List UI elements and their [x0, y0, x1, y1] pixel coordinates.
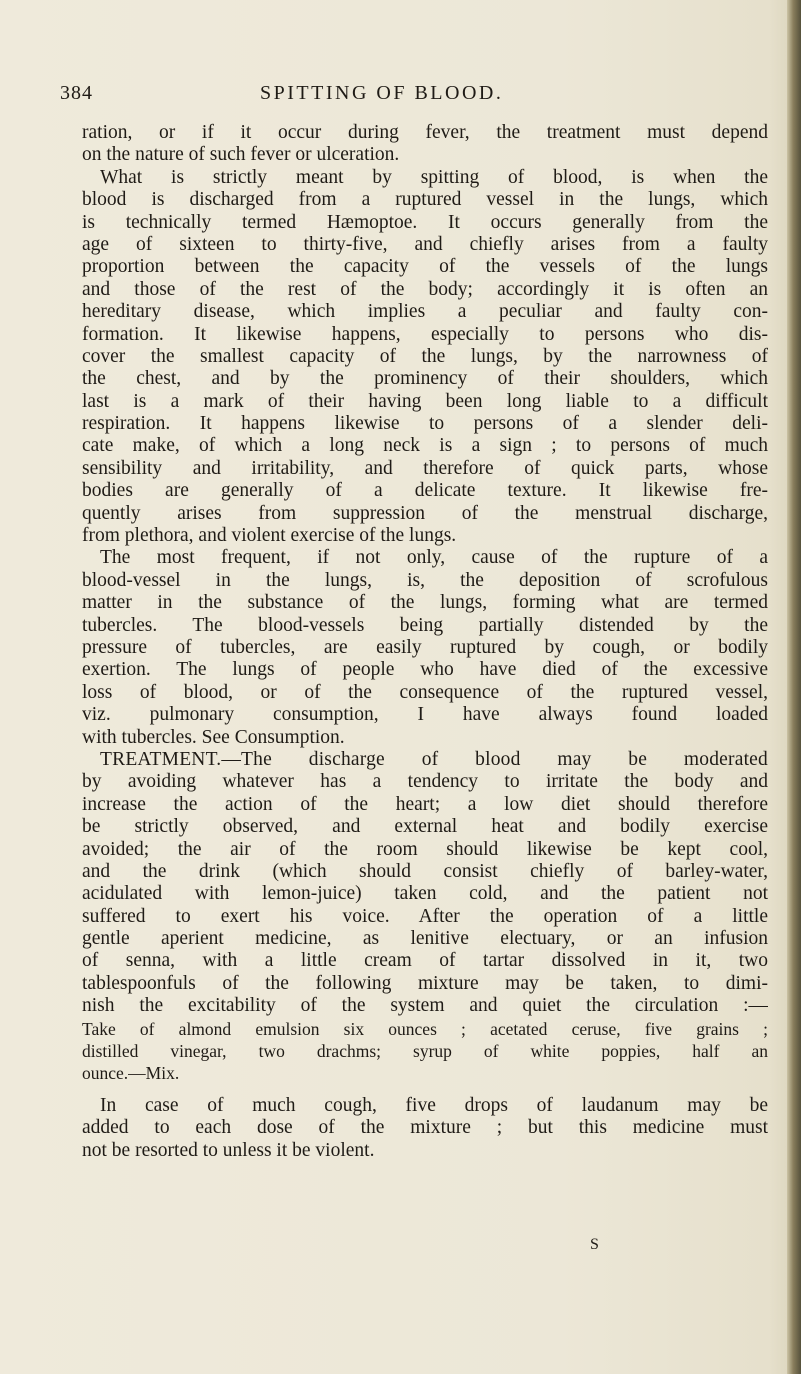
- text-line: not be resorted to unless it be violent.: [82, 1139, 375, 1161]
- text-line: suffered to exert his voice. After the operation of a little: [82, 905, 768, 927]
- text-line: matter in the substance of the lungs, forming what are termed: [82, 592, 768, 614]
- page-header: [60, 82, 760, 108]
- text-line: proportion between the capacity of the vessels of the lungs: [82, 256, 768, 278]
- text-line: quently arises from suppression of the menstrual discharge,: [82, 502, 768, 524]
- recipe-line: distilled vinegar, two drachms; syrup of white poppies, half an: [82, 1041, 768, 1062]
- text-line: avoided; the air of the room should likewise be kept cool,: [82, 838, 768, 860]
- text-line: formation. It likewise happens, especially to persons who dis-: [82, 323, 768, 345]
- text-line: cate make, of which a long neck is a sign ; to persons of much: [82, 435, 768, 457]
- text-line: gentle aperient medicine, as lenitive electuary, or an infusion: [82, 928, 768, 950]
- text-line: last is a mark of their having been long liable to a difficult: [82, 390, 768, 412]
- text-line: with tubercles. See Consumption.: [82, 726, 345, 748]
- page-edge: [787, 0, 801, 1374]
- text-line: blood is discharged from a ruptured vessel in the lungs, which: [82, 189, 768, 211]
- text-line: on the nature of such fever or ulceration.: [82, 144, 400, 166]
- text-line: from plethora, and violent exercise of the lungs.: [82, 525, 457, 547]
- body-text: [82, 122, 768, 1162]
- text-line: exertion. The lungs of people who have died of the excessive: [82, 659, 768, 681]
- text-line: added to each dose of the mixture ; but this medicine must: [82, 1117, 768, 1139]
- page-number: 384: [60, 82, 93, 104]
- paragraph-gap: [82, 1085, 768, 1095]
- text-line: is technically termed Hæmoptoe. It occurs generally from the: [82, 211, 768, 233]
- text-line: nish the excitability of the system and quiet the circulation :—: [82, 995, 768, 1017]
- text-line: What is strictly meant by spitting of blood, is when the: [100, 166, 768, 188]
- text-line: cover the smallest capacity of the lungs, by the narrowness of: [82, 345, 768, 367]
- text-line: be strictly observed, and external heat and bodily exercise: [82, 816, 768, 838]
- text-line: tablespoonfuls of the following mixture may be taken, to dimi-: [82, 972, 768, 994]
- text-line: blood-vessel in the lungs, is, the deposition of scrofulous: [82, 569, 768, 591]
- recipe-line: Take of almond emulsion six ounces ; acetated ceruse, five grains ;: [82, 1018, 768, 1039]
- text-line: of senna, with a little cream of tartar dissolved in it, two: [82, 950, 768, 972]
- text-line: viz. pulmonary consumption, I have always found loaded: [82, 704, 768, 726]
- text-line: In case of much cough, five drops of laudanum may be: [100, 1094, 768, 1116]
- text-line: and those of the rest of the body; accordingly it is often an: [82, 278, 768, 300]
- text-line: The most frequent, if not only, cause of the rupture of a: [100, 547, 768, 569]
- text-line: and the drink (which should consist chiefly of barley-water,: [82, 860, 768, 882]
- text-line: age of sixteen to thirty-five, and chiefly arises from a faulty: [82, 233, 768, 255]
- text-line: the chest, and by the prominency of their shoulders, which: [82, 368, 768, 390]
- text-line: ration, or if it occur during fever, the treatment must depend: [82, 122, 768, 143]
- text-line: TREATMENT.—The discharge of blood may be moderated: [100, 748, 768, 770]
- text-line: acidulated with lemon-juice) taken cold, and the patient not: [82, 883, 768, 905]
- text-line: sensibility and irritability, and therefore of quick parts, whose: [82, 457, 768, 479]
- running-head: SPITTING OF BLOOD.: [260, 82, 504, 104]
- text-line: hereditary disease, which implies a peculiar and faulty con-: [82, 301, 768, 323]
- text-line: loss of blood, or of the consequence of the ruptured vessel,: [82, 681, 768, 703]
- text-line: tubercles. The blood-vessels being partially distended by the: [82, 614, 768, 636]
- text-line: respiration. It happens likewise to persons of a slender deli-: [82, 413, 768, 435]
- recipe-line: ounce.—Mix.: [82, 1063, 180, 1084]
- signature-mark: S: [590, 1236, 599, 1253]
- text-line: bodies are generally of a delicate texture. It likewise fre-: [82, 480, 768, 502]
- text-line: pressure of tubercles, are easily ruptured by cough, or bodily: [82, 636, 768, 658]
- text-line: by avoiding whatever has a tendency to irritate the body and: [82, 771, 768, 793]
- text-line: increase the action of the heart; a low diet should therefore: [82, 793, 768, 815]
